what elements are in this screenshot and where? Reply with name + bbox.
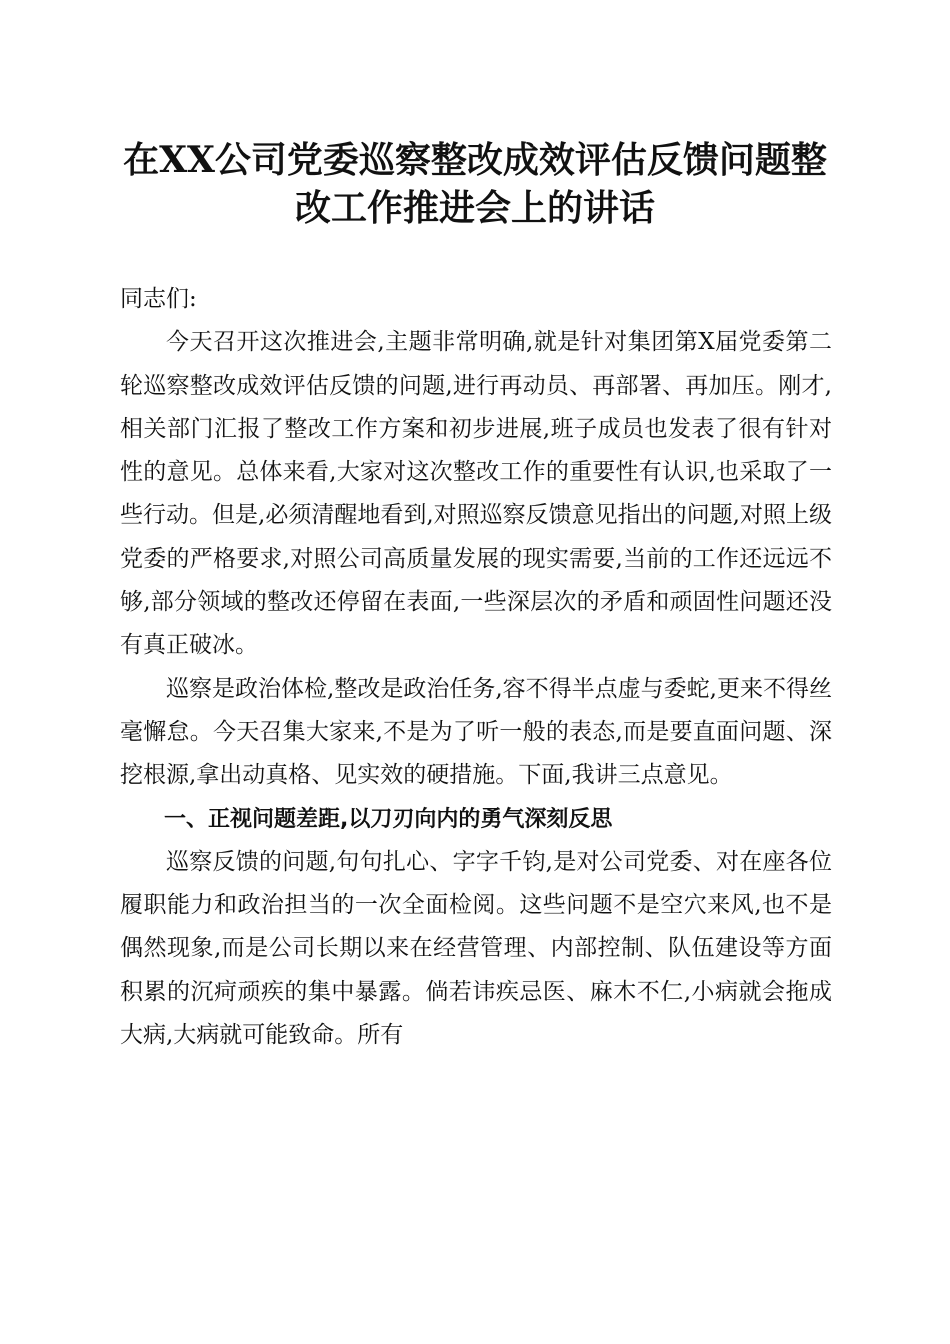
section-1-paragraph: 巡察反馈的问题,句句扎心、字字千钧,是对公司党委、对在座各位履职能力和政治担当的一次全面检阅。这些问题不是空穴来风,也不是偶然现象,而是公司长期以来在经营管理、内部控制、队伍建设等方面积累的沉疴顽疾的集中暴露。倘若讳疾忌医、麻木不仁,小病就会拖成大病,大病就可能致命。所有 xyxy=(120,848,832,1049)
document-body xyxy=(120,278,832,1057)
salutation: 同志们: xyxy=(120,286,197,312)
paragraph-2: 巡察是政治体检,整改是政治任务,容不得半点虚与委蛇,更来不得丝毫懈怠。今天召集大家来,不是为了听一般的表态,而是要直面问题、深挖根源,拿出动真格、见实效的硬措施。下面,我讲三点意见。 xyxy=(120,675,832,789)
document-title xyxy=(80,136,870,232)
paragraph-1: 今天召开这次推进会,主题非常明确,就是针对集团第X届党委第二轮巡察整改成效评估反馈的问题,进行再动员、再部署、再加压。刚才,相关部门汇报了整改工作方案和初步进展,班子成员也发表了很有针对性的意见。总体来看,大家对这次整改工作的重要性有认识,也采取了一些行动。但是,必须清醒地看到,对照巡察反馈意见指出的问题,对照上级党委的严格要求,对照公司高质量发展的现实需要,当前的工作还远远不够,部分领域的整改还停留在表面,一些深层次的矛盾和顽固性问题还没有真正破冰。 xyxy=(120,329,832,659)
title-line-2: 改工作推进会上的讲话 xyxy=(294,187,655,229)
section-heading-1: 一、正视问题差距,以刀刃向内的勇气深刻反思 xyxy=(164,806,613,832)
title-line-1: 在XX公司党委巡察整改成效评估反馈问题整 xyxy=(123,139,827,181)
